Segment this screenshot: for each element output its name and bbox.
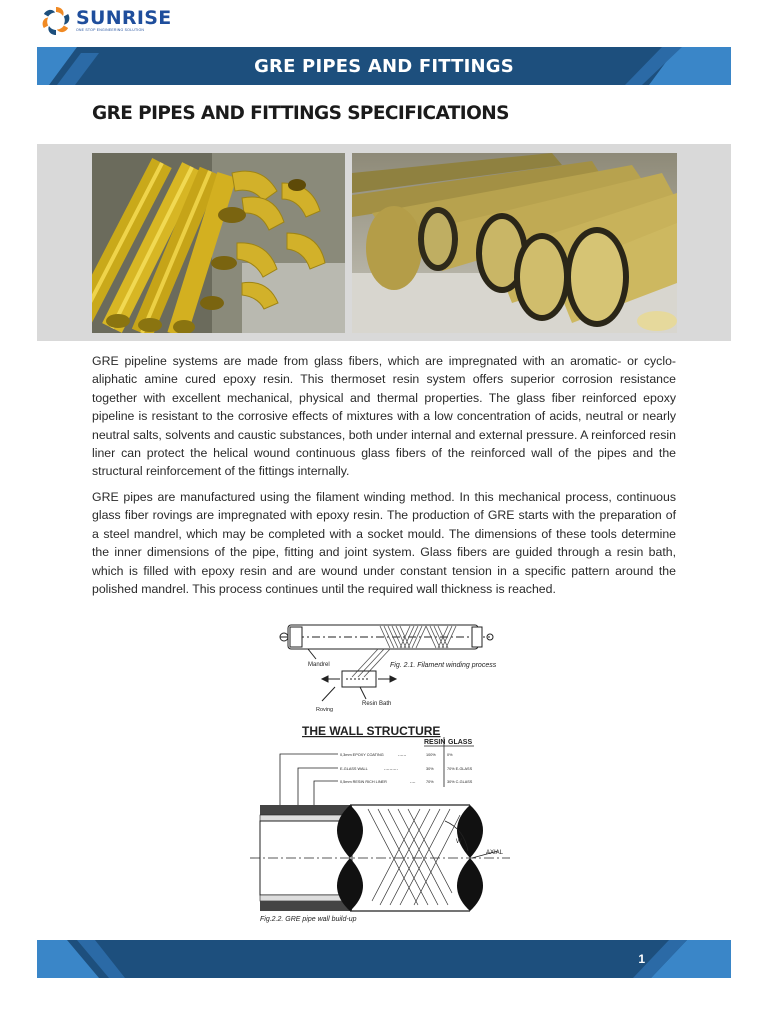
column-glass: GLASS [448,739,473,746]
brand-tagline: ONE STOP ENGINEERING SOLUTION [76,28,145,33]
layer-resin: 100% [426,753,436,757]
layer-label: E-GLASS WALL [340,767,368,771]
label-resin-bath: Resin Bath [362,701,392,707]
layer-resin: 30% [426,767,434,771]
layer-dots: .... [410,779,416,785]
header-banner [37,47,731,85]
section-title: GRE PIPES AND FITTINGS SPECIFICATIONS [92,103,509,124]
brand-name: SUNRISE [76,7,172,30]
figure2-caption: Fig.2.2. GRE pipe wall build-up [260,916,357,923]
angle-label: W [456,839,462,845]
wall-layer-row [340,766,473,772]
axial-label: AXIAL [486,850,504,856]
label-mandrel: Mandrel [308,662,330,668]
logo-wordmark [76,9,171,33]
layer-label: 0,5mm RESIN RICH LINER [340,780,387,784]
layer-glass: 70% E-GLASS [447,767,473,771]
wall-layer-row [340,779,473,785]
layer-dots: .......... [384,766,398,772]
label-roving: Roving [316,707,334,713]
column-resin: RESIN [424,739,446,746]
company-logo [40,5,171,37]
photo-pipe-sections [352,153,677,333]
layer-glass: 30% C-GLASS [447,780,473,784]
wall-layer-row [340,752,453,758]
figure1-caption: Fig. 2.1. Filament winding process [390,662,497,669]
sunrise-swirl-icon [40,5,72,37]
footer-banner [37,940,731,978]
footer-decoration [37,940,731,978]
paragraph-gre-systems: GRE pipeline systems are made from glass fibers, which are impregnated with an aromatic- or cyclo-aliphatic amine cured epoxy resin. This thermoset resin system offers superior corrosion resistance together with excellent mechanical, physical and thermal properties. The glass fiber reinforced epoxy pipeline is resistant to the corrosive effects of mixtures with a low concentration of acids, neutral or nearly neutral salts, solvents and caustic substances, both under internal and external pressure. A reinforced resin liner can protect the helical wound continuous glass fibers of the reinforced wall of the pipes and the structural reinforcement of the fittings internally. [92,354,676,479]
layer-glass: 0% [447,753,453,757]
photo-pipes-and-elbows [92,153,345,333]
photo-strip [37,144,731,341]
technical-figures [250,615,510,925]
layer-dots: ...... [398,752,407,758]
paragraph-filament-winding: GRE pipes are manufactured using the filament winding method. In this mechanical process, continuous glass fiber rovings are impregnated with epoxy resin. The production of GRE starts with the preparation of a steel mandrel, which may be completed with a socket mould. The dimensions of these tools determine the inner dimensions of the pipe, fitting and joint system. Glass fibers are guided through a resin bath, which is filled with epoxy resin and are wound under constant tension in a specific pattern around the polished mandrel. This process continues until the required wall thickness is reached. [92,490,676,597]
wall-structure-title: THE WALL STRUCTURE [302,724,441,738]
leader-lines [280,754,338,813]
header-title: GRE PIPES AND FITTINGS [254,56,514,77]
layer-resin: 70% [426,780,434,784]
page-number: 1 [638,952,645,966]
layer-label: 0,3mm EPOXY COATING [340,753,384,757]
pipe-wall-cutaway [250,805,510,911]
